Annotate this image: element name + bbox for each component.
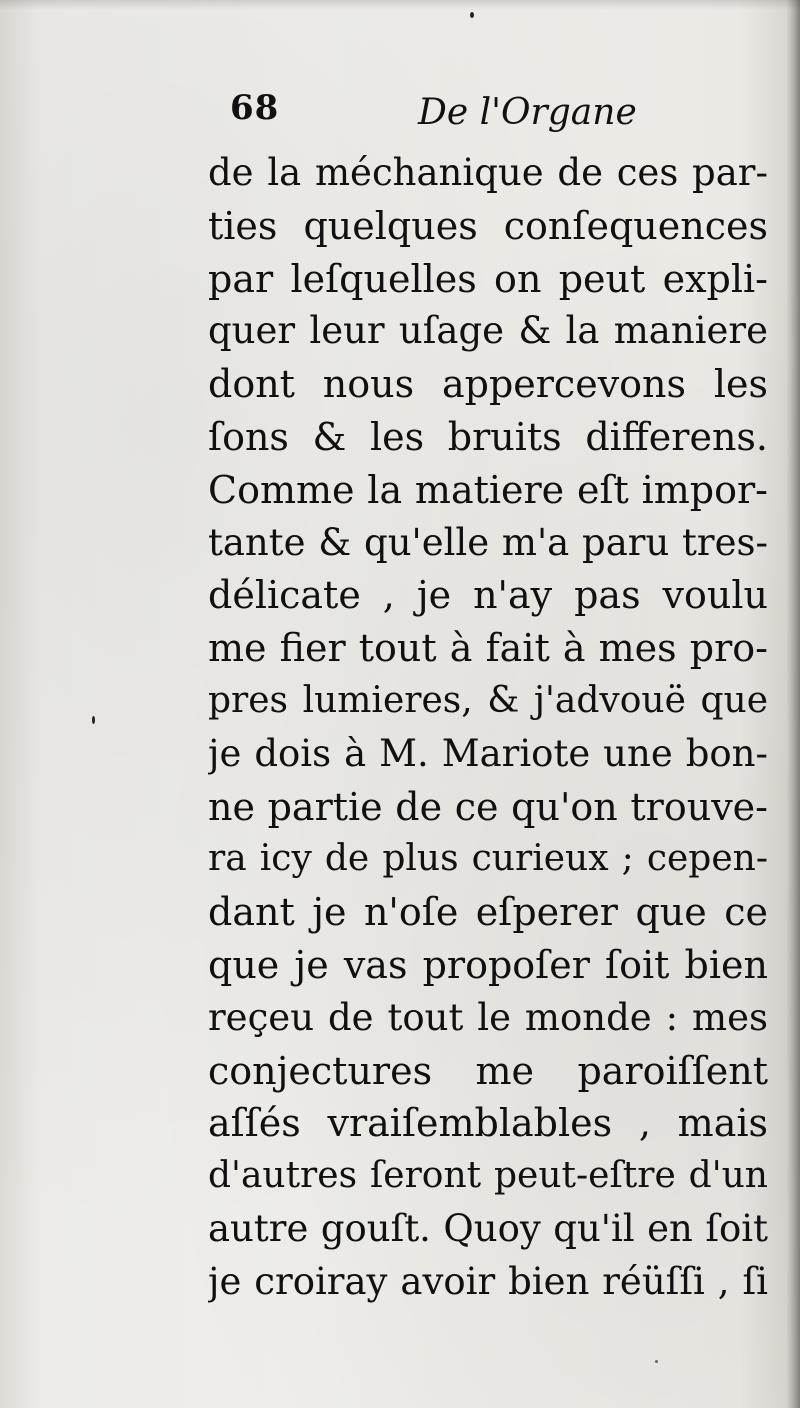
text-line: conjectures me paroiſſent	[208, 1048, 768, 1093]
text-line: me fier tout à fait à mes pro-	[208, 626, 768, 671]
ink-speck	[92, 716, 95, 724]
ink-speck	[470, 12, 474, 18]
page-top-shadow	[0, 0, 800, 10]
text-line: d'autres ſeront peut-eſtre d'un	[208, 1155, 768, 1197]
page-edge-shadow	[786, 0, 800, 1408]
text-line: reçeu de tout le monde : mes	[208, 995, 768, 1039]
ink-speck	[655, 1360, 658, 1363]
page-header	[230, 88, 770, 148]
text-line: autre gouſt. Quoy qu'il en ſoit	[208, 1206, 768, 1250]
page-number: 68	[230, 88, 280, 128]
text-line: ra icy de plus curieux ; cepen-	[208, 838, 768, 880]
text-line: délicate , je n'ay pas voulu	[208, 573, 768, 618]
text-line: pres lumieres, & j'advouë que	[208, 679, 768, 721]
text-line: quer leur uſage & la maniere	[208, 309, 768, 353]
text-line: tante & qu'elle m'a paru tres-	[208, 520, 768, 564]
text-line: je croiray avoir bien réüſſi , ſi	[208, 1259, 768, 1303]
body-text	[208, 147, 768, 1309]
text-line: dont nous appercevons les	[208, 362, 768, 407]
text-line: par leſquelles on peut expli-	[208, 256, 768, 301]
text-line: que je vas propoſer ſoit bien	[208, 942, 768, 987]
text-line: aſſés vraiſemblables , mais	[208, 1101, 768, 1146]
text-line: dant je n'oſe eſperer que ce	[208, 890, 768, 935]
text-line: ties quelques conſequences	[208, 203, 768, 248]
text-line: de la méchanique de ces par-	[208, 151, 768, 194]
running-head: De l'Organe	[418, 92, 637, 133]
text-line: ne partie de ce qu'on trouve-	[208, 784, 768, 829]
text-line: ſons & les bruits differens.	[208, 414, 768, 459]
text-line: Comme la matiere eſt impor-	[208, 467, 768, 512]
text-line: je dois à M. Mariote une bon-	[208, 731, 768, 775]
